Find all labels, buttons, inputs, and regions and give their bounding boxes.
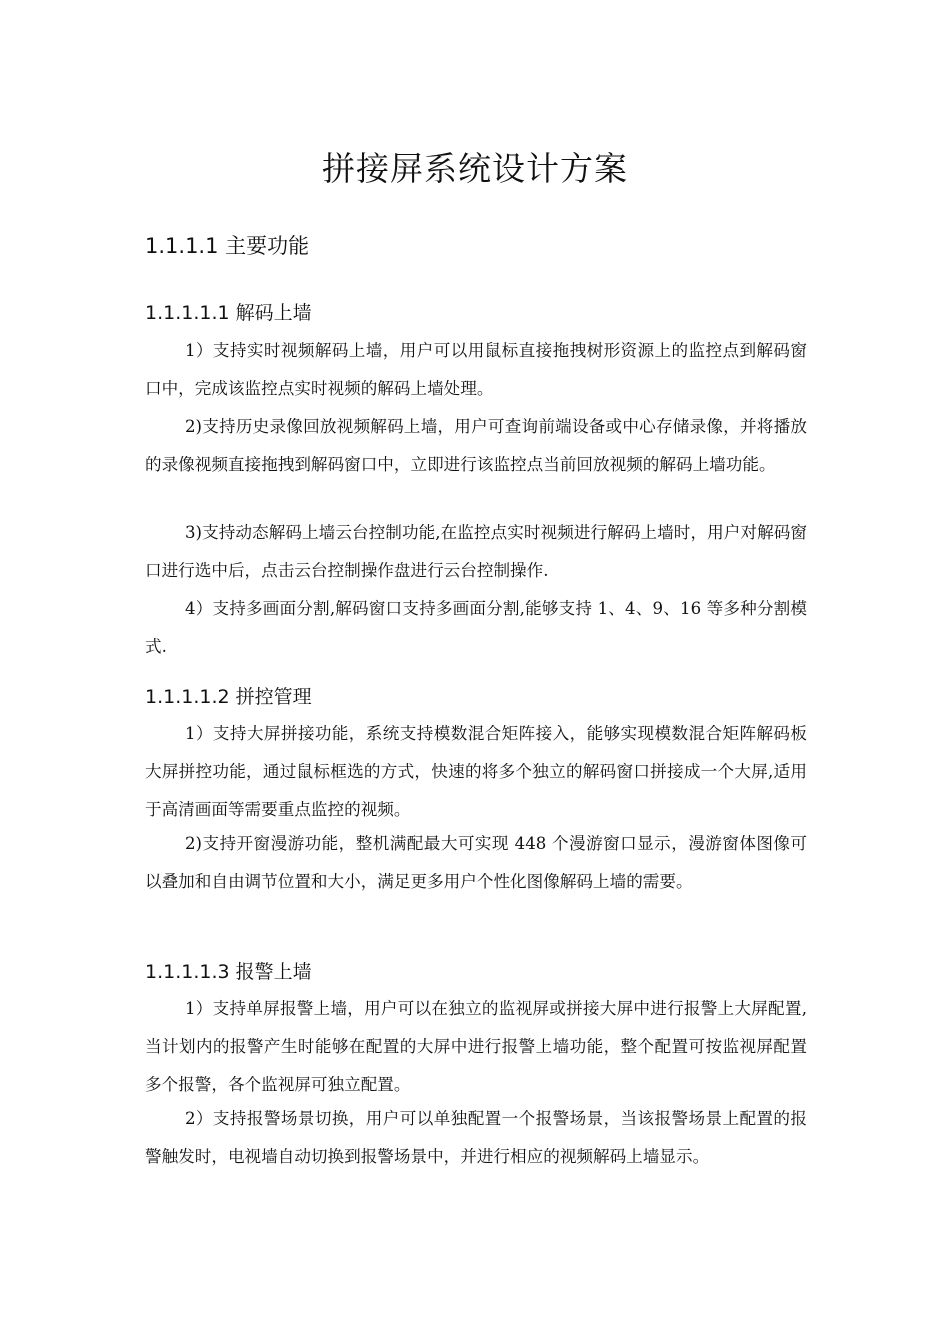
paragraph: 1）支持单屏报警上墙，用户可以在独立的监视屏或拼接大屏中进行报警上大屏配置,当计划内的报警产生时能够在配置的大屏中进行报警上墙功能，整个配置可按监视屏配置多个报警，各个监视屏可独立配置。 [145,999,807,1094]
subsection-heading-alarm-wall: 1.1.1.1.3 报警上墙 [145,961,312,983]
paragraph: 2)支持历史录像回放视频解码上墙，用户可查询前端设备或中心存储录像，并将播放的录像视频直接拖拽到解码窗口中，立即进行该监控点当前回放视频的解码上墙功能。 [145,417,807,474]
paragraph: 2)支持开窗漫游功能，整机满配最大可实现 448 个漫游窗口显示，漫游窗体图像可以叠加和自由调节位置和大小，满足更多用户个性化图像解码上墙的需要。 [145,834,807,891]
paragraph: 4）支持多画面分割,解码窗口支持多画面分割,能够支持 1、4、9、16 等多种分割模式. [145,599,807,656]
section-heading-main-functions: 1.1.1.1 主要功能 [145,234,310,258]
subsection-heading-splicing-control: 1.1.1.1.2 拼控管理 [145,686,312,708]
paragraph: 1）支持实时视频解码上墙，用户可以用鼠标直接拖拽树形资源上的监控点到解码窗口中，完成该监控点实时视频的解码上墙处理。 [145,341,807,398]
paragraph: 1）支持大屏拼接功能，系统支持模数混合矩阵接入，能够实现模数混合矩阵解码板大屏拼控功能，通过鼠标框选的方式，快速的将多个独立的解码窗口拼接成一个大屏,适用于高清画面等需要重点监控的视频。 [145,724,807,819]
subsection-heading-decode-wall: 1.1.1.1.1 解码上墙 [145,302,312,324]
document-title: 拼接屏系统设计方案 [322,149,628,188]
paragraph: 2）支持报警场景切换，用户可以单独配置一个报警场景，当该报警场景上配置的报警触发时，电视墙自动切换到报警场景中，并进行相应的视频解码上墙显示。 [145,1109,807,1166]
paragraph: 3)支持动态解码上墙云台控制功能,在监控点实时视频进行解码上墙时，用户对解码窗口进行选中后，点击云台控制操作盘进行云台控制操作. [145,523,807,580]
